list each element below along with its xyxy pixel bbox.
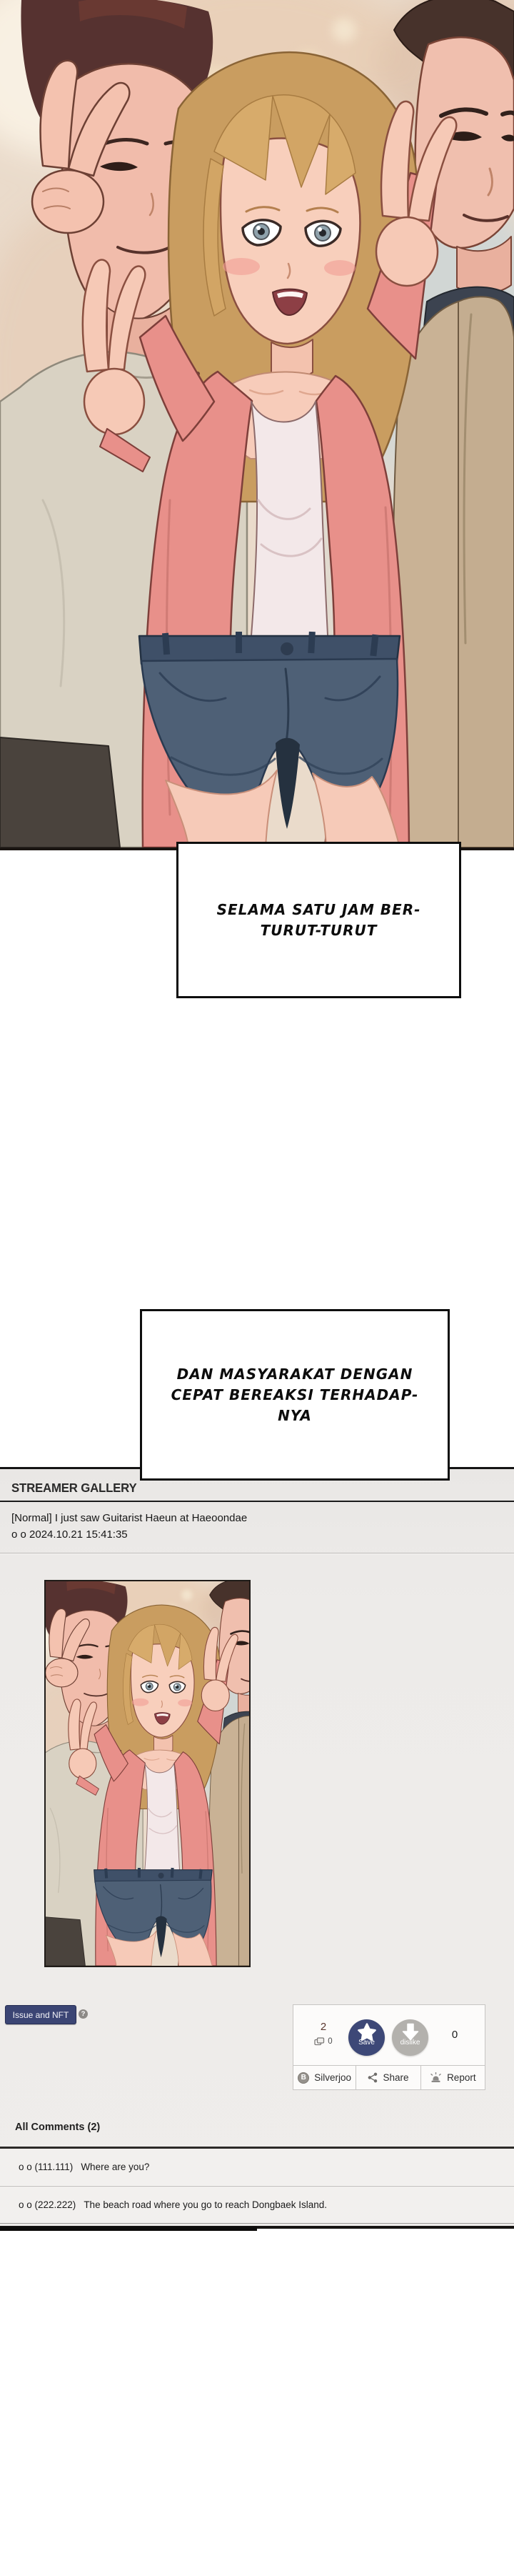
comment-row[interactable] [0,2149,514,2187]
issue-nft-button[interactable] [5,2005,76,2024]
caption-line: DAN MASYARAKAT DENGAN [176,1365,413,1383]
save-label: Save [358,2039,375,2047]
post-title: [Normal] I just saw Guitarist Haeun at Haeoondae [11,1512,248,1524]
help-glyph: ? [81,2010,86,2018]
attachment-count: 0 [328,2037,333,2046]
share-button[interactable] [356,2066,420,2089]
dislike-label: dislike [400,2039,420,2047]
attachment-row [311,2037,336,2046]
streamer-gallery-panel [0,1467,514,2227]
siren-report-icon [430,2072,442,2083]
comment-text: The beach road where you go to reach Dongbaek Island. [84,2199,328,2211]
comic-artwork [0,0,514,847]
comments-bottom-separator [0,2223,514,2224]
share-label: Share [383,2072,409,2083]
author-badge-icon: B [298,2072,309,2084]
issue-nft-label: Issue and NFT [12,2009,69,2020]
caption-line: SELAMA SATU JAM BER- [216,900,421,918]
post-image-artwork [46,1581,249,1966]
dislike-count: 0 [451,2029,458,2041]
post-meta: o o 2024.10.21 15:41:35 [11,1528,128,1541]
author-button[interactable] [293,2066,356,2089]
help-icon[interactable] [79,2009,88,2019]
comments-header: All Comments (2) [15,2122,101,2133]
caption-line: CEPAT BEREAKSI TERHADAP- [171,1386,419,1403]
recommend-count: 2 [320,2021,327,2033]
caption-box-2 [140,1309,450,1481]
author-name: Silverjoo [314,2072,352,2083]
post-image[interactable] [44,1580,251,1967]
vote-panel [293,2004,485,2090]
comment-text: Where are you? [81,2162,150,2172]
comic-artwork-panel [0,0,514,850]
board-title: STREAMER GALLERY [11,1481,137,1495]
comment-row[interactable] [0,2187,514,2224]
caption-line: TURUT-TURUT [260,921,378,939]
share-icon [368,2072,378,2083]
post-action-bar [293,2065,485,2089]
header-divider [0,1501,514,1502]
comment-author: o o (111.111) [19,2162,74,2172]
vote-top-section [293,2005,485,2066]
attachment-image-icon [314,2037,325,2046]
report-label: Report [447,2072,476,2083]
save-upvote-button[interactable] [348,2019,385,2056]
recommend-count-wrap [311,2021,336,2046]
caption-box-1 [176,842,461,998]
panel-bottom-border-left [0,2227,257,2231]
comment-author: o o (222.222) [19,2199,76,2211]
dislike-button[interactable] [392,2019,428,2056]
report-button[interactable] [420,2066,485,2089]
caption-line: NYA [278,1406,312,1424]
